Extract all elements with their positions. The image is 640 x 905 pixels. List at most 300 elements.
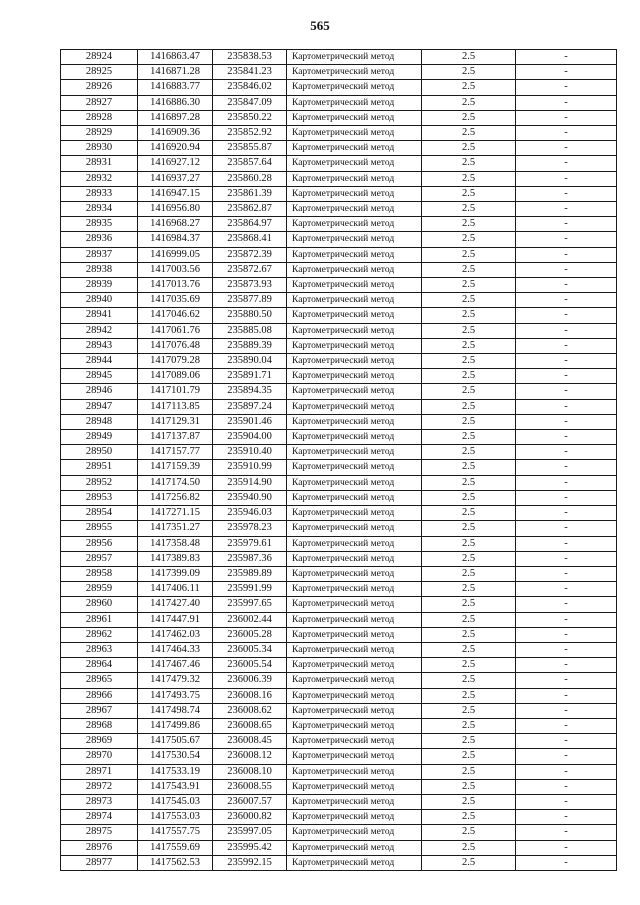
y-coordinate-cell: 236008.62 <box>213 703 287 718</box>
y-coordinate-cell: 235873.93 <box>213 278 287 293</box>
note-cell: - <box>516 840 617 855</box>
table-row <box>61 293 617 308</box>
table-row <box>61 627 617 642</box>
table-row <box>61 718 617 733</box>
method-cell: Картометрический метод <box>287 202 422 217</box>
x-coordinate-cell: 1417129.31 <box>138 414 213 429</box>
accuracy-cell: 2.5 <box>422 597 516 612</box>
accuracy-cell: 2.5 <box>422 384 516 399</box>
method-cell: Картометрический метод <box>287 445 422 460</box>
point-number-cell: 28948 <box>61 414 138 429</box>
y-coordinate-cell: 235910.40 <box>213 445 287 460</box>
table-row <box>61 551 617 566</box>
table-row <box>61 779 617 794</box>
table-row <box>61 445 617 460</box>
point-number-cell: 28974 <box>61 810 138 825</box>
point-number-cell: 28949 <box>61 430 138 445</box>
point-number-cell: 28965 <box>61 673 138 688</box>
note-cell: - <box>516 764 617 779</box>
accuracy-cell: 2.5 <box>422 126 516 141</box>
method-cell: Картометрический метод <box>287 171 422 186</box>
note-cell: - <box>516 612 617 627</box>
method-cell: Картометрический метод <box>287 642 422 657</box>
x-coordinate-cell: 1416999.05 <box>138 247 213 262</box>
x-coordinate-cell: 1417046.62 <box>138 308 213 323</box>
table-row <box>61 810 617 825</box>
table-row <box>61 506 617 521</box>
coordinates-table-body <box>61 50 617 871</box>
x-coordinate-cell: 1417543.91 <box>138 779 213 794</box>
point-number-cell: 28973 <box>61 794 138 809</box>
table-row <box>61 475 617 490</box>
accuracy-cell: 2.5 <box>422 293 516 308</box>
x-coordinate-cell: 1417427.40 <box>138 597 213 612</box>
y-coordinate-cell: 236005.28 <box>213 627 287 642</box>
x-coordinate-cell: 1417493.75 <box>138 688 213 703</box>
method-cell: Картометрический метод <box>287 658 422 673</box>
point-number-cell: 28971 <box>61 764 138 779</box>
x-coordinate-cell: 1417533.19 <box>138 764 213 779</box>
accuracy-cell: 2.5 <box>422 171 516 186</box>
note-cell: - <box>516 293 617 308</box>
table-row <box>61 278 617 293</box>
point-number-cell: 28926 <box>61 80 138 95</box>
y-coordinate-cell: 236005.34 <box>213 642 287 657</box>
y-coordinate-cell: 235992.15 <box>213 855 287 870</box>
method-cell: Картометрический метод <box>287 673 422 688</box>
table-row <box>61 688 617 703</box>
table-row <box>61 430 617 445</box>
note-cell: - <box>516 80 617 95</box>
y-coordinate-cell: 236008.65 <box>213 718 287 733</box>
y-coordinate-cell: 235946.03 <box>213 506 287 521</box>
point-number-cell: 28930 <box>61 141 138 156</box>
point-number-cell: 28975 <box>61 825 138 840</box>
y-coordinate-cell: 236008.45 <box>213 734 287 749</box>
y-coordinate-cell: 235890.04 <box>213 354 287 369</box>
method-cell: Картометрический метод <box>287 521 422 536</box>
x-coordinate-cell: 1417545.03 <box>138 794 213 809</box>
accuracy-cell: 2.5 <box>422 855 516 870</box>
note-cell: - <box>516 65 617 80</box>
note-cell: - <box>516 597 617 612</box>
point-number-cell: 28950 <box>61 445 138 460</box>
page-number: 565 <box>310 18 330 33</box>
method-cell: Картометрический метод <box>287 262 422 277</box>
y-coordinate-cell: 236002.44 <box>213 612 287 627</box>
point-number-cell: 28927 <box>61 95 138 110</box>
note-cell: - <box>516 141 617 156</box>
x-coordinate-cell: 1417467.46 <box>138 658 213 673</box>
method-cell: Картометрический метод <box>287 718 422 733</box>
method-cell: Картометрический метод <box>287 217 422 232</box>
method-cell: Картометрический метод <box>287 506 422 521</box>
note-cell: - <box>516 308 617 323</box>
y-coordinate-cell: 235904.00 <box>213 430 287 445</box>
y-coordinate-cell: 235979.61 <box>213 536 287 551</box>
table-row <box>61 536 617 551</box>
accuracy-cell: 2.5 <box>422 749 516 764</box>
method-cell: Картометрический метод <box>287 414 422 429</box>
note-cell: - <box>516 414 617 429</box>
x-coordinate-cell: 1417351.27 <box>138 521 213 536</box>
method-cell: Картометрический метод <box>287 764 422 779</box>
y-coordinate-cell: 235880.50 <box>213 308 287 323</box>
point-number-cell: 28925 <box>61 65 138 80</box>
note-cell: - <box>516 50 617 65</box>
x-coordinate-cell: 1417464.33 <box>138 642 213 657</box>
accuracy-cell: 2.5 <box>422 658 516 673</box>
point-number-cell: 28963 <box>61 642 138 657</box>
point-number-cell: 28959 <box>61 582 138 597</box>
y-coordinate-cell: 235914.90 <box>213 475 287 490</box>
accuracy-cell: 2.5 <box>422 65 516 80</box>
point-number-cell: 28977 <box>61 855 138 870</box>
accuracy-cell: 2.5 <box>422 490 516 505</box>
accuracy-cell: 2.5 <box>422 262 516 277</box>
table-row <box>61 673 617 688</box>
accuracy-cell: 2.5 <box>422 308 516 323</box>
note-cell: - <box>516 627 617 642</box>
x-coordinate-cell: 1417399.09 <box>138 566 213 581</box>
y-coordinate-cell: 235978.23 <box>213 521 287 536</box>
accuracy-cell: 2.5 <box>422 217 516 232</box>
note-cell: - <box>516 110 617 125</box>
accuracy-cell: 2.5 <box>422 430 516 445</box>
point-number-cell: 28962 <box>61 627 138 642</box>
method-cell: Картометрический метод <box>287 612 422 627</box>
y-coordinate-cell: 235846.02 <box>213 80 287 95</box>
y-coordinate-cell: 236007.57 <box>213 794 287 809</box>
table-row <box>61 171 617 186</box>
x-coordinate-cell: 1417113.85 <box>138 399 213 414</box>
table-row <box>61 414 617 429</box>
accuracy-cell: 2.5 <box>422 673 516 688</box>
accuracy-cell: 2.5 <box>422 50 516 65</box>
table-row <box>61 247 617 262</box>
x-coordinate-cell: 1417505.67 <box>138 734 213 749</box>
y-coordinate-cell: 235901.46 <box>213 414 287 429</box>
point-number-cell: 28946 <box>61 384 138 399</box>
table-row <box>61 65 617 80</box>
accuracy-cell: 2.5 <box>422 369 516 384</box>
table-row <box>61 399 617 414</box>
table-row <box>61 703 617 718</box>
accuracy-cell: 2.5 <box>422 612 516 627</box>
y-coordinate-cell: 235910.99 <box>213 460 287 475</box>
x-coordinate-cell: 1417559.69 <box>138 840 213 855</box>
accuracy-cell: 2.5 <box>422 323 516 338</box>
method-cell: Картометрический метод <box>287 794 422 809</box>
method-cell: Картометрический метод <box>287 323 422 338</box>
method-cell: Картометрический метод <box>287 627 422 642</box>
x-coordinate-cell: 1416897.28 <box>138 110 213 125</box>
table-row <box>61 232 617 247</box>
point-number-cell: 28969 <box>61 734 138 749</box>
point-number-cell: 28964 <box>61 658 138 673</box>
table-row <box>61 110 617 125</box>
method-cell: Картометрический метод <box>287 475 422 490</box>
x-coordinate-cell: 1417498.74 <box>138 703 213 718</box>
note-cell: - <box>516 384 617 399</box>
y-coordinate-cell: 236008.55 <box>213 779 287 794</box>
note-cell: - <box>516 247 617 262</box>
point-number-cell: 28944 <box>61 354 138 369</box>
accuracy-cell: 2.5 <box>422 247 516 262</box>
point-number-cell: 28972 <box>61 779 138 794</box>
y-coordinate-cell: 235855.87 <box>213 141 287 156</box>
method-cell: Картометрический метод <box>287 141 422 156</box>
x-coordinate-cell: 1416871.28 <box>138 65 213 80</box>
method-cell: Картометрический метод <box>287 597 422 612</box>
point-number-cell: 28955 <box>61 521 138 536</box>
y-coordinate-cell: 235987.36 <box>213 551 287 566</box>
y-coordinate-cell: 235877.89 <box>213 293 287 308</box>
y-coordinate-cell: 235862.87 <box>213 202 287 217</box>
x-coordinate-cell: 1417089.06 <box>138 369 213 384</box>
x-coordinate-cell: 1416927.12 <box>138 156 213 171</box>
note-cell: - <box>516 323 617 338</box>
note-cell: - <box>516 718 617 733</box>
table-row <box>61 764 617 779</box>
note-cell: - <box>516 262 617 277</box>
note-cell: - <box>516 369 617 384</box>
method-cell: Картометрический метод <box>287 308 422 323</box>
x-coordinate-cell: 1416937.27 <box>138 171 213 186</box>
coordinates-table <box>60 49 617 871</box>
x-coordinate-cell: 1417003.56 <box>138 262 213 277</box>
table-row <box>61 566 617 581</box>
method-cell: Картометрический метод <box>287 65 422 80</box>
table-row <box>61 186 617 201</box>
note-cell: - <box>516 673 617 688</box>
method-cell: Картометрический метод <box>287 247 422 262</box>
method-cell: Картометрический метод <box>287 278 422 293</box>
method-cell: Картометрический метод <box>287 399 422 414</box>
accuracy-cell: 2.5 <box>422 582 516 597</box>
note-cell: - <box>516 506 617 521</box>
note-cell: - <box>516 278 617 293</box>
x-coordinate-cell: 1417159.39 <box>138 460 213 475</box>
method-cell: Картометрический метод <box>287 186 422 201</box>
accuracy-cell: 2.5 <box>422 764 516 779</box>
point-number-cell: 28967 <box>61 703 138 718</box>
method-cell: Картометрический метод <box>287 810 422 825</box>
accuracy-cell: 2.5 <box>422 354 516 369</box>
note-cell: - <box>516 475 617 490</box>
table-row <box>61 354 617 369</box>
x-coordinate-cell: 1417101.79 <box>138 384 213 399</box>
y-coordinate-cell: 235991.99 <box>213 582 287 597</box>
table-row <box>61 217 617 232</box>
y-coordinate-cell: 235864.97 <box>213 217 287 232</box>
note-cell: - <box>516 171 617 186</box>
note-cell: - <box>516 217 617 232</box>
y-coordinate-cell: 235885.08 <box>213 323 287 338</box>
accuracy-cell: 2.5 <box>422 80 516 95</box>
x-coordinate-cell: 1417076.48 <box>138 338 213 353</box>
accuracy-cell: 2.5 <box>422 627 516 642</box>
method-cell: Картометрический метод <box>287 293 422 308</box>
table-row <box>61 80 617 95</box>
note-cell: - <box>516 825 617 840</box>
method-cell: Картометрический метод <box>287 369 422 384</box>
accuracy-cell: 2.5 <box>422 202 516 217</box>
accuracy-cell: 2.5 <box>422 551 516 566</box>
y-coordinate-cell: 235872.39 <box>213 247 287 262</box>
method-cell: Картометрический метод <box>287 110 422 125</box>
note-cell: - <box>516 779 617 794</box>
method-cell: Картометрический метод <box>287 460 422 475</box>
table-row <box>61 323 617 338</box>
y-coordinate-cell: 235894.35 <box>213 384 287 399</box>
point-number-cell: 28951 <box>61 460 138 475</box>
method-cell: Картометрический метод <box>287 490 422 505</box>
accuracy-cell: 2.5 <box>422 810 516 825</box>
table-row <box>61 597 617 612</box>
point-number-cell: 28961 <box>61 612 138 627</box>
accuracy-cell: 2.5 <box>422 186 516 201</box>
method-cell: Картометрический метод <box>287 536 422 551</box>
method-cell: Картометрический метод <box>287 703 422 718</box>
table-row <box>61 202 617 217</box>
x-coordinate-cell: 1416947.15 <box>138 186 213 201</box>
point-number-cell: 28936 <box>61 232 138 247</box>
point-number-cell: 28938 <box>61 262 138 277</box>
accuracy-cell: 2.5 <box>422 688 516 703</box>
x-coordinate-cell: 1417358.48 <box>138 536 213 551</box>
method-cell: Картометрический метод <box>287 80 422 95</box>
table-row <box>61 460 617 475</box>
point-number-cell: 28943 <box>61 338 138 353</box>
y-coordinate-cell: 235868.41 <box>213 232 287 247</box>
note-cell: - <box>516 734 617 749</box>
table-row <box>61 521 617 536</box>
point-number-cell: 28960 <box>61 597 138 612</box>
method-cell: Картометрический метод <box>287 749 422 764</box>
y-coordinate-cell: 236000.82 <box>213 810 287 825</box>
x-coordinate-cell: 1417479.32 <box>138 673 213 688</box>
table-row <box>61 384 617 399</box>
note-cell: - <box>516 794 617 809</box>
x-coordinate-cell: 1417137.87 <box>138 430 213 445</box>
accuracy-cell: 2.5 <box>422 338 516 353</box>
accuracy-cell: 2.5 <box>422 445 516 460</box>
y-coordinate-cell: 235872.67 <box>213 262 287 277</box>
x-coordinate-cell: 1417174.50 <box>138 475 213 490</box>
accuracy-cell: 2.5 <box>422 703 516 718</box>
note-cell: - <box>516 536 617 551</box>
method-cell: Картометрический метод <box>287 566 422 581</box>
table-row <box>61 338 617 353</box>
x-coordinate-cell: 1417389.83 <box>138 551 213 566</box>
accuracy-cell: 2.5 <box>422 825 516 840</box>
method-cell: Картометрический метод <box>287 354 422 369</box>
point-number-cell: 28932 <box>61 171 138 186</box>
point-number-cell: 28957 <box>61 551 138 566</box>
note-cell: - <box>516 399 617 414</box>
x-coordinate-cell: 1416920.94 <box>138 141 213 156</box>
accuracy-cell: 2.5 <box>422 734 516 749</box>
table-row <box>61 308 617 323</box>
accuracy-cell: 2.5 <box>422 718 516 733</box>
note-cell: - <box>516 95 617 110</box>
point-number-cell: 28958 <box>61 566 138 581</box>
x-coordinate-cell: 1416968.27 <box>138 217 213 232</box>
accuracy-cell: 2.5 <box>422 460 516 475</box>
table-row <box>61 490 617 505</box>
accuracy-cell: 2.5 <box>422 536 516 551</box>
y-coordinate-cell: 235997.65 <box>213 597 287 612</box>
table-row <box>61 141 617 156</box>
x-coordinate-cell: 1417530.54 <box>138 749 213 764</box>
method-cell: Картометрический метод <box>287 840 422 855</box>
accuracy-cell: 2.5 <box>422 475 516 490</box>
accuracy-cell: 2.5 <box>422 232 516 247</box>
y-coordinate-cell: 236005.54 <box>213 658 287 673</box>
accuracy-cell: 2.5 <box>422 141 516 156</box>
point-number-cell: 28970 <box>61 749 138 764</box>
accuracy-cell: 2.5 <box>422 414 516 429</box>
point-number-cell: 28939 <box>61 278 138 293</box>
note-cell: - <box>516 490 617 505</box>
note-cell: - <box>516 354 617 369</box>
table-row <box>61 855 617 870</box>
accuracy-cell: 2.5 <box>422 779 516 794</box>
point-number-cell: 28968 <box>61 718 138 733</box>
accuracy-cell: 2.5 <box>422 506 516 521</box>
note-cell: - <box>516 703 617 718</box>
x-coordinate-cell: 1416886.30 <box>138 95 213 110</box>
x-coordinate-cell: 1417553.03 <box>138 810 213 825</box>
accuracy-cell: 2.5 <box>422 642 516 657</box>
accuracy-cell: 2.5 <box>422 566 516 581</box>
point-number-cell: 28929 <box>61 126 138 141</box>
method-cell: Картометрический метод <box>287 384 422 399</box>
accuracy-cell: 2.5 <box>422 95 516 110</box>
note-cell: - <box>516 126 617 141</box>
note-cell: - <box>516 232 617 247</box>
note-cell: - <box>516 551 617 566</box>
point-number-cell: 28952 <box>61 475 138 490</box>
x-coordinate-cell: 1417079.28 <box>138 354 213 369</box>
note-cell: - <box>516 642 617 657</box>
y-coordinate-cell: 235940.90 <box>213 490 287 505</box>
y-coordinate-cell: 235989.89 <box>213 566 287 581</box>
y-coordinate-cell: 235897.24 <box>213 399 287 414</box>
x-coordinate-cell: 1417013.76 <box>138 278 213 293</box>
x-coordinate-cell: 1416984.37 <box>138 232 213 247</box>
x-coordinate-cell: 1417061.76 <box>138 323 213 338</box>
accuracy-cell: 2.5 <box>422 156 516 171</box>
method-cell: Картометрический метод <box>287 50 422 65</box>
x-coordinate-cell: 1417499.86 <box>138 718 213 733</box>
accuracy-cell: 2.5 <box>422 521 516 536</box>
method-cell: Картометрический метод <box>287 688 422 703</box>
note-cell: - <box>516 855 617 870</box>
table-row <box>61 262 617 277</box>
point-number-cell: 28966 <box>61 688 138 703</box>
point-number-cell: 28935 <box>61 217 138 232</box>
y-coordinate-cell: 236008.12 <box>213 749 287 764</box>
point-number-cell: 28956 <box>61 536 138 551</box>
accuracy-cell: 2.5 <box>422 278 516 293</box>
table-row <box>61 612 617 627</box>
note-cell: - <box>516 658 617 673</box>
note-cell: - <box>516 430 617 445</box>
y-coordinate-cell: 235860.28 <box>213 171 287 186</box>
note-cell: - <box>516 445 617 460</box>
